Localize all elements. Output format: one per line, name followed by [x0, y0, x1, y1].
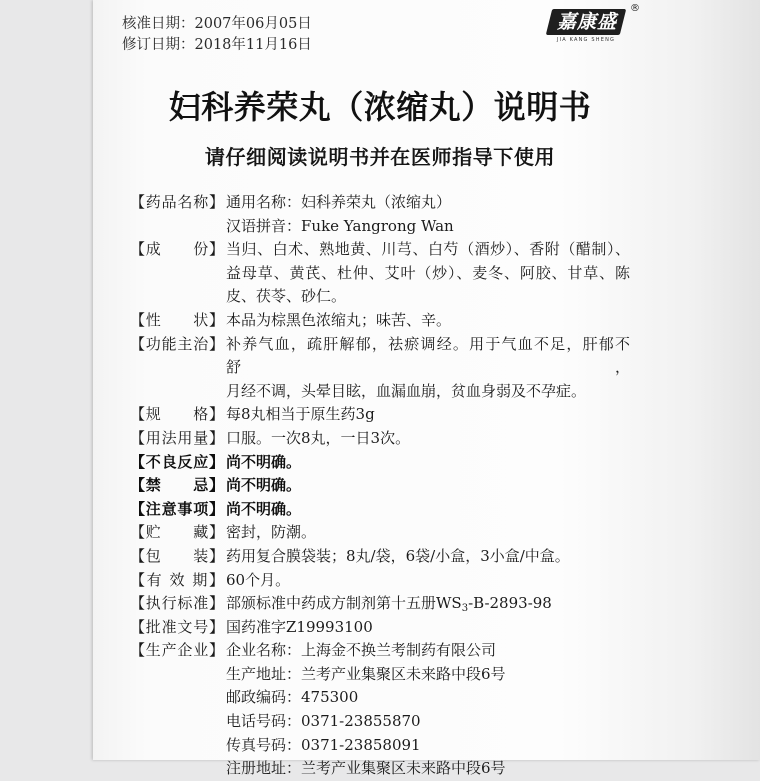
field-specification: [130, 403, 650, 427]
field-value: [226, 616, 373, 640]
field-label: 【注意事项】: [130, 499, 224, 518]
field-value-line: 每8丸相当于原生药3g: [226, 405, 375, 424]
field-label: 【执行标准】: [130, 594, 224, 613]
leaflet-fields: [130, 191, 650, 781]
logo-subtext: JIA KANG SHENG: [556, 37, 616, 43]
approval-date: 核准日期：2007年06月05日: [122, 16, 312, 32]
field-value-line: 通用名称：妇科养荣丸（浓缩丸）: [226, 193, 452, 211]
field-label: 【包 装】: [130, 546, 224, 565]
field-value: [226, 474, 301, 498]
field-label: 【性 状】: [130, 310, 224, 329]
phone-number: 电话号码：0371-23855870: [226, 712, 421, 731]
registered-address: 注册地址：兰考产业集聚区未来路中段6号: [226, 759, 506, 778]
document-subtitle: 请仔细阅读说明书并在医师指导下使用: [204, 145, 556, 169]
logo-text: 嘉康盛: [556, 11, 617, 33]
field-standard: [130, 592, 650, 616]
field-value-line: 益母草、黄芪、杜仲、艾叶（炒）、麦冬、阿胶、甘草、陈: [226, 263, 630, 282]
company-name: 企业名称：上海金不换兰考制药有限公司: [226, 641, 497, 660]
field-label: 【规 格】: [130, 405, 224, 424]
registered-mark: ®: [630, 3, 640, 14]
field-value: [226, 191, 454, 238]
field-value-line: 尚不明确。: [226, 499, 302, 518]
field-value-line: 国药准字Z19993100: [226, 617, 373, 636]
revision-date: 修订日期：2018年11月16日: [122, 37, 312, 53]
field-value-line: 本品为棕黑色浓缩丸；味苦、辛。: [226, 310, 452, 329]
field-value: [226, 427, 410, 451]
field-value-line: 当归、白术、熟地黄、川芎、白芍（酒炒）、香附（醋制）、: [226, 240, 630, 259]
field-value-line: 60个月。: [226, 570, 291, 589]
field-value-line: [226, 592, 552, 616]
field-label: 【贮 藏】: [130, 523, 224, 542]
field-value-line: 补养气血，疏肝解郁，祛瘀调经。用于气血不足，肝郁不舒，: [226, 334, 630, 377]
field-value-line: 尚不明确。: [226, 476, 302, 495]
field-label: 【药品名称】: [130, 193, 224, 211]
field-label: 【有 效 期】: [130, 570, 224, 589]
field-drug-name: [130, 191, 650, 238]
field-value: [226, 521, 316, 545]
field-packaging: [130, 545, 650, 569]
field-label: 【禁 忌】: [130, 476, 224, 495]
field-dosage: [130, 427, 650, 451]
field-value-line: 尚不明确。: [226, 452, 302, 471]
date-block: [122, 14, 312, 56]
field-label: 【批准文号】: [130, 617, 224, 636]
field-value: [226, 333, 630, 404]
field-value: [226, 592, 552, 616]
field-label: 【用法用量】: [130, 428, 224, 447]
field-value: [226, 451, 301, 475]
field-indications: [130, 333, 650, 404]
field-value-line: 汉语拼音：Fuke Yangrong Wan: [226, 216, 454, 235]
document-title: 妇科养荣丸（浓缩丸）说明书: [168, 88, 592, 126]
field-value: [226, 569, 290, 593]
field-value: [226, 498, 301, 522]
field-precautions: [130, 498, 650, 522]
field-value-line: 药用复合膜袋装；8丸/袋，6袋/小盒，3小盒/中盒。: [226, 546, 570, 565]
standard-text: 部颁标准中药成方制剂第十五册WS: [226, 594, 462, 613]
field-contraindications: [130, 474, 650, 498]
field-adverse-reactions: [130, 451, 650, 475]
field-shelf-life: [130, 569, 650, 593]
field-ingredients: [130, 238, 650, 309]
field-value: [226, 309, 451, 333]
field-value-line: 皮、茯苓、砂仁。: [226, 287, 347, 306]
field-label: 【成 份】: [130, 240, 224, 259]
field-storage: [130, 521, 650, 545]
field-label: 【不良反应】: [130, 452, 224, 471]
field-label: 【功能主治】: [130, 334, 224, 353]
postal-code: 邮政编码：475300: [226, 688, 359, 707]
field-value: [226, 403, 375, 427]
field-value-line: 口服。一次8丸，一日3次。: [226, 428, 411, 447]
brand-logo: [545, 9, 629, 45]
field-approval-number: [130, 616, 650, 640]
field-value: [226, 545, 570, 569]
standard-code: -B-2893-98: [468, 594, 552, 613]
field-value: [226, 238, 630, 309]
field-value-line: 月经不调，头晕目眩，血漏血崩，贫血身弱及不孕症。: [226, 381, 587, 400]
field-description: [130, 309, 650, 333]
production-address: 生产地址：兰考产业集聚区未来路中段6号: [226, 664, 506, 683]
fax-number: 传真号码：0371-23858091: [226, 735, 421, 754]
standard-subscript: 3: [461, 603, 469, 615]
field-label: 【生产企业】: [130, 641, 224, 660]
field-value-line: 密封，防潮。: [226, 523, 317, 542]
